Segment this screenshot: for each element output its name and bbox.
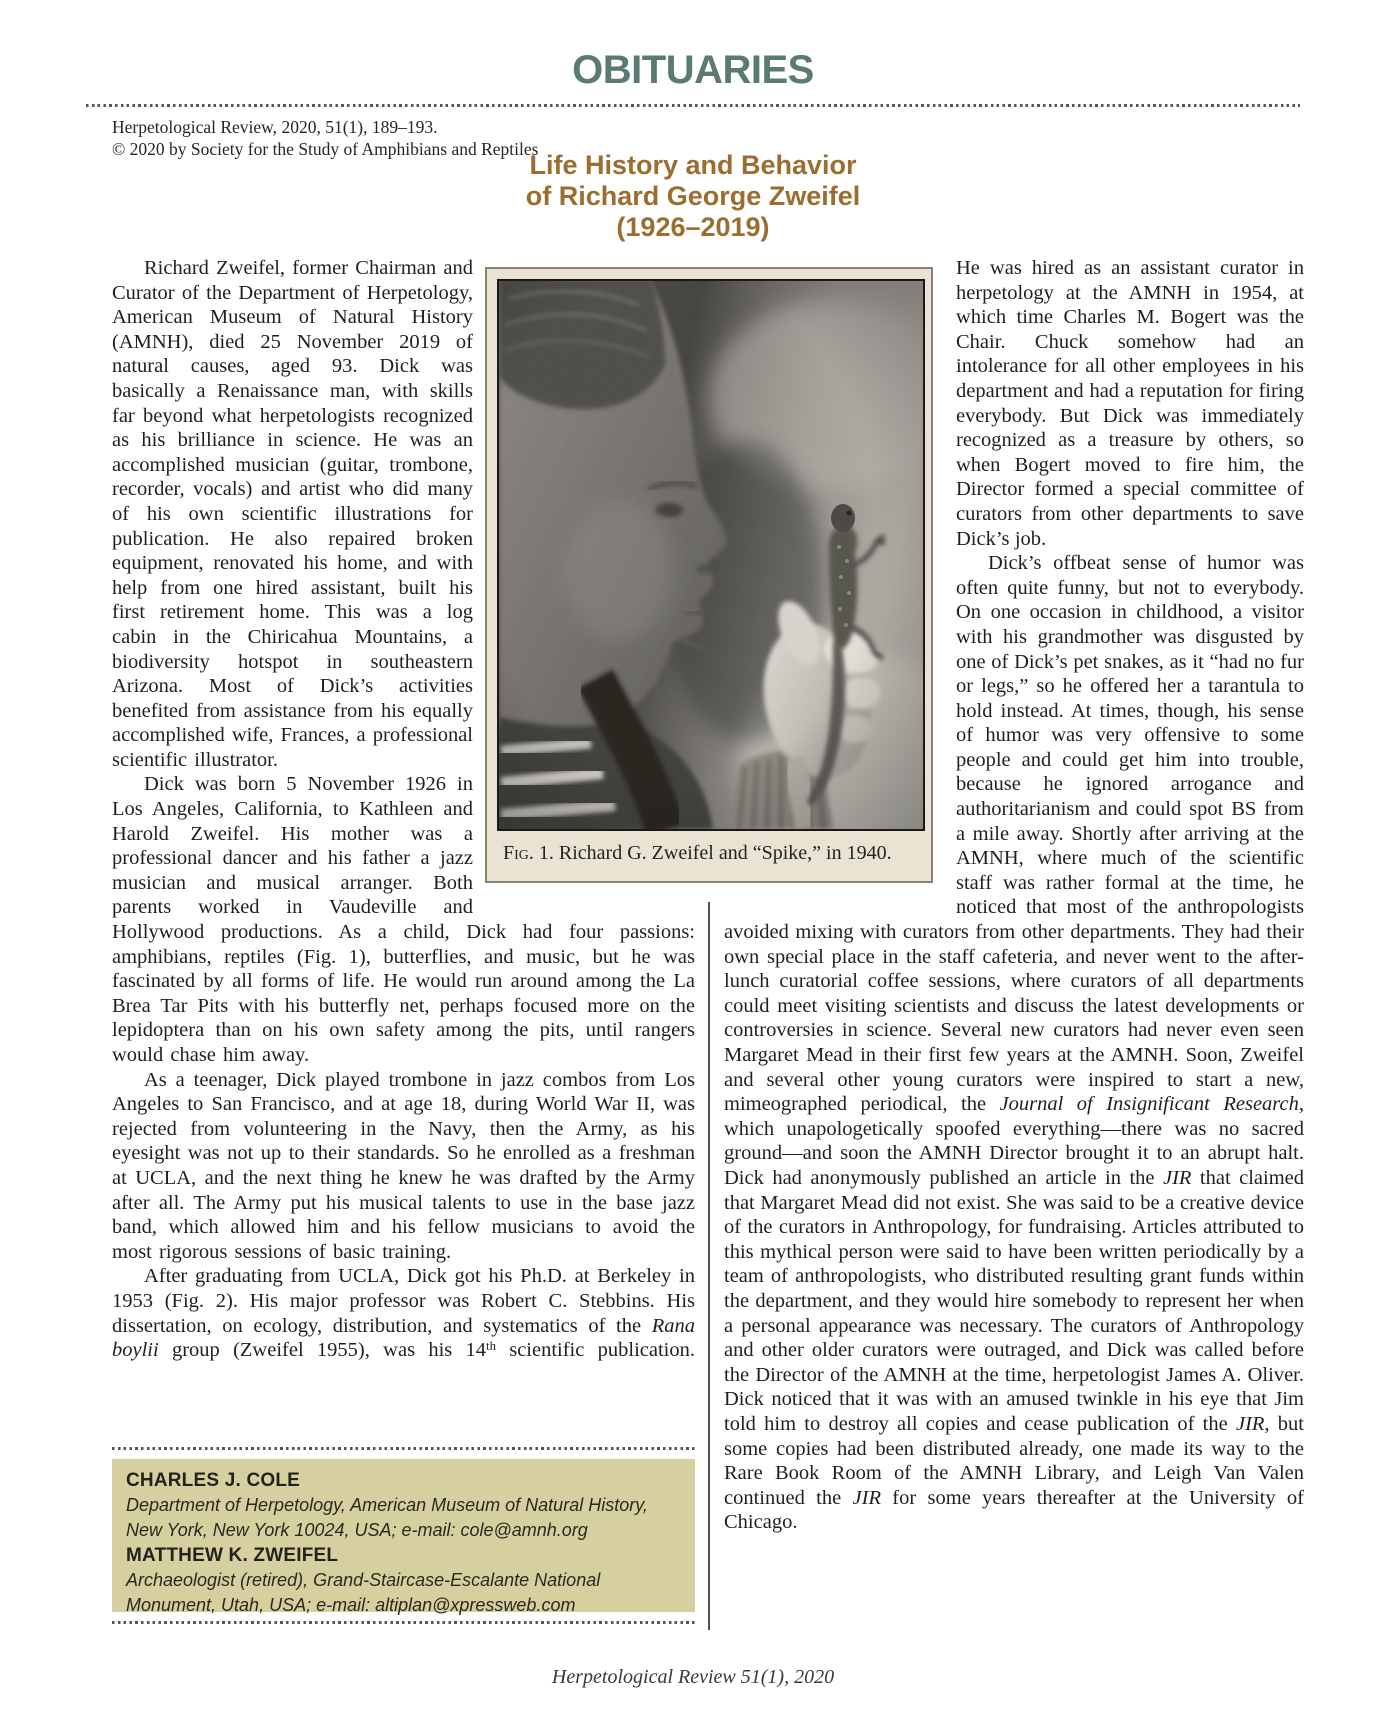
- boy-with-lizard-photo: [499, 281, 923, 829]
- authors-dotted-rule-top: [112, 1447, 695, 1450]
- figure-caption: Fig. 1. Richard G. Zweifel and “Spike,” in 1940.: [503, 842, 892, 864]
- article-title: [0, 150, 1386, 243]
- author-affiliation: Archaeologist (retired), Grand-Staircase-Escalante National Monument, Utah, USA; e-mail: altiplan@xpressweb.com: [126, 1570, 601, 1615]
- footer-citation: Herpetological Review 51(1), 2020: [551, 1666, 835, 1688]
- citation-line: Herpetological Review, 2020, 51(1), 189–193.: [112, 117, 438, 137]
- author-name: CHARLES J. COLE: [126, 1470, 301, 1491]
- body-paragraph: He was hired as an assistant curator in herpetology at the AMNH in 1954, at which time Charles M. Bogert was the Chair. Chuck somehow had an intolerance for all other employees in his department and had a reputation for firing everybody. But Dick was immediately recognized as a treasure by others, so when Bogert moved to fire him, the Director formed a special committee of curators from other departments to save Dick’s job.: [956, 257, 1304, 550]
- copyright-line: © 2020 by Society for the Study of Amphibians and Reptiles: [112, 139, 539, 159]
- header-dotted-rule: [86, 104, 1300, 107]
- column-divider: [708, 902, 710, 1630]
- body-paragraph: Dick was born 5 November 1926 in Los Angeles, California, to Kathleen and Harold Zweifel. His mother was a professional dancer and his father a jazz musician and musical arranger. Both parents worked in Vaudeville and Hollywood productions. As a child, Dick had four passions: amphibians, reptiles (Fig. 1), butterflies, and music, but he was fascinated by all forms of life. He would run around among the La Brea Tar Pits with his butterfly net, perhaps focused more on the lepidoptera than on his own safety among the pits, until rangers would chase him away.: [112, 773, 695, 1066]
- section-heading: OBITUARIES: [572, 48, 814, 92]
- article-title-line: (1926–2019): [616, 212, 770, 242]
- author-affiliation: Department of Herpetology, American Museum of Natural History, New York, New York 10024, USA; e-mail: cole@amnh.org: [126, 1495, 648, 1540]
- article-title-line: Life History and Behavior: [529, 150, 857, 180]
- authors-box: [112, 1459, 695, 1615]
- article-title-line: of Richard George Zweifel: [525, 181, 861, 211]
- body-paragraph: Richard Zweifel, former Chairman and Curator of the Department of Herpetology, American Museum of Natural History (AMNH), died 25 November 2019 of natural causes, aged 93. Dick was basically a Renaissance man, with skills far beyond what herpetologists recognized as his brilliance in science. He was an accomplished musician (guitar, trombone, recorder, vocals) and artist who did many of his own scientific illustrations for publication. He also repaired broken equipment, renovated his home, and with help from one hired assistant, built his first retirement home. This was a log cabin in the Chiricahua Mountains, a biodiversity hotspot in southeastern Arizona. Most of Dick’s activities benefited from assistance from his equally accomplished wife, Frances, a professional scientific illustrator.: [112, 257, 473, 771]
- body-paragraph: Dick’s offbeat sense of humor was often quite funny, but not to everybody. On one occasion in childhood, a visitor with his grandmother was disgusted by one of Dick’s pet snakes, as it “had no fur or legs,” so he offered her a tarantula to hold instead. At times, though, his sense of humor was very offensive to some people and could get him into trouble, because he ignored arrogance and authoritarianism and could spot BS from a mile away. Shortly after arriving at the AMNH, where much of the scientific staff was rather formal at the time, he noticed that most of the anthropologists avoided mixing with curators from other departments. They had their own special place in the staff cafeteria, and never went to the after-lunch curatorial coffee sessions, where curators of all departments could meet visiting scientists and discuss the latest developments or controversies in science. Several new curators had never even seen Margaret Mead in their first few years at the AMNH. Soon, Zweifel and several other young curators were inspired to start a new, mimeographed periodical, the Journal of Insignificant Research, which unapologetically spoofed everything—there was no sacred ground—and soon the AMNH Director brought it to an abrupt halt. Dick had anonymously published an article in the JIR that claimed that Margaret Mead did not exist. She was said to be a creative device of the curators in Anthropology, for fundraising. Articles attributed to this mythical person were said to have been written periodically by a team of anthropologists, who distributed resulting grant funds within the department, and they would hire somebody to represent her when a personal appearance was necessary. The curators of Anthropology and other older curators were outraged, and Dick was called before the Director of the AMNH at the time, herpetologist James A. Oliver. Dick noticed that it was with an amused twinkle in his eye that Jim told him to destroy all copies and cease publication of the JIR, but some copies had been distributed already, one made its way to the Rare Book Room of the AMNH Library, and Leigh Van Valen continued the JIR for some years thereafter at the University of Chicago.: [724, 552, 1304, 1534]
- figure-photo: [497, 279, 925, 831]
- body-paragraph: After graduating from UCLA, Dick got his Ph.D. at Berkeley in 1953 (Fig. 2). His major professor was Robert C. Stebbins. His dissertation, on ecology, distribution, and systematics of the Rana boylii group (Zweifel 1955), was his 14th scientific publication.: [112, 1265, 695, 1362]
- body-paragraph: As a teenager, Dick played trombone in jazz combos from Los Angeles to San Francisco, and at age 18, during World War II, was rejected from volunteering in the Navy, then the Army, as his eyesight was not up to their standards. So he enrolled as a freshman at UCLA, and the next thing he knew he was drafted by the Army after all. The Army put his musical talents to use in the base jazz band, which allowed him and his fellow musicians to avoid the most rigorous sessions of basic training.: [112, 1068, 695, 1263]
- authors-dotted-rule-bottom: [112, 1621, 695, 1624]
- author-name: MATTHEW K. ZWEIFEL: [126, 1545, 339, 1566]
- figure-1-box: [485, 267, 933, 883]
